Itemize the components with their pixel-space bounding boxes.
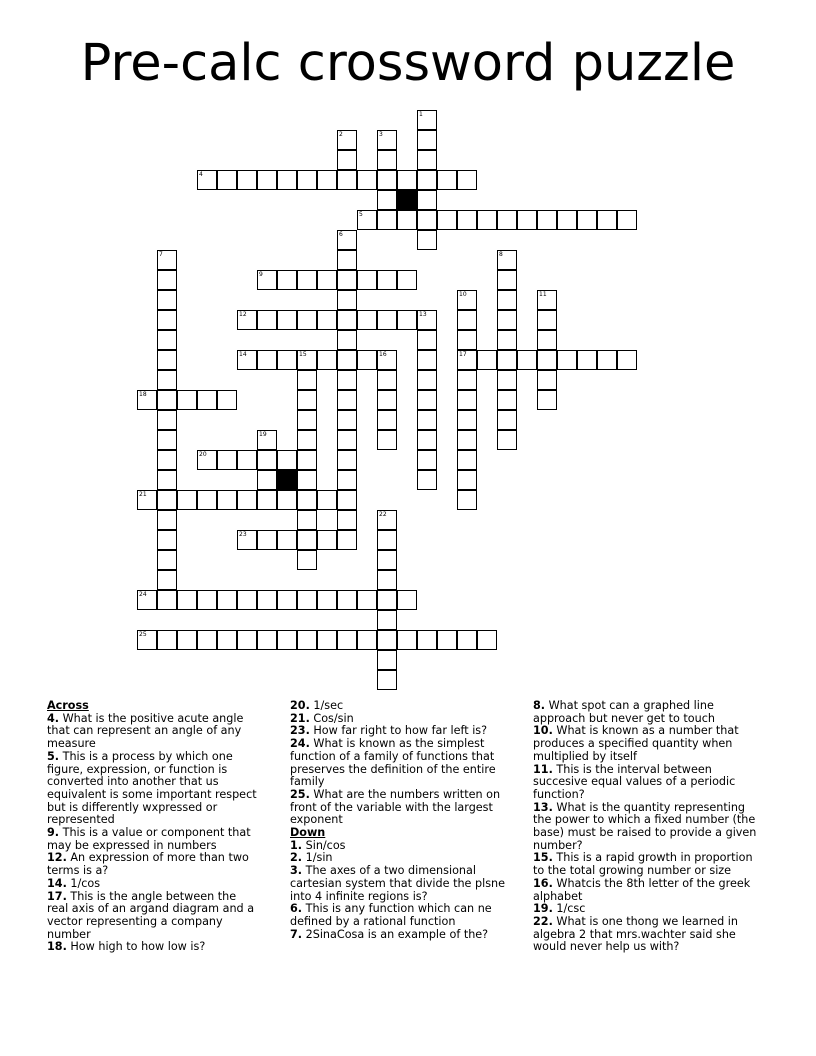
- across-clue: 5. This is a process by which one figure, expression, or function is converted into another that us equivalent is some important respect but is differently wxpressed or represented: [47, 749, 257, 827]
- grid-cell[interactable]: [157, 590, 177, 610]
- grid-cell[interactable]: [157, 450, 177, 470]
- grid-cell[interactable]: [457, 490, 477, 510]
- grid-cell[interactable]: [277, 590, 297, 610]
- grid-cell[interactable]: [337, 470, 357, 490]
- grid-cell[interactable]: [297, 550, 317, 570]
- grid-cell[interactable]: [377, 430, 397, 450]
- clues-column-2: [290, 700, 508, 941]
- grid-cell[interactable]: [297, 410, 317, 430]
- clue-number: 11: [539, 291, 547, 298]
- grid-cell[interactable]: [377, 590, 397, 610]
- down-clue: 16. Whatcis the 8th letter of the greek alphabet: [533, 876, 751, 903]
- grid-cell[interactable]: [237, 630, 257, 650]
- grid-cell[interactable]: [537, 350, 557, 370]
- grid-cell[interactable]: [417, 150, 437, 170]
- clue-number: 1: [419, 111, 423, 118]
- grid-cell[interactable]: [157, 630, 177, 650]
- clue-number: 17: [459, 351, 467, 358]
- grid-cell[interactable]: [337, 410, 357, 430]
- grid-cell[interactable]: [377, 370, 397, 390]
- down-clue: 3. The axes of a two dimensional cartesian system that divide the plsne into 4 infinite regions is?: [290, 864, 505, 903]
- grid-cell[interactable]: [417, 450, 437, 470]
- clue-number: 14: [239, 351, 247, 358]
- grid-cell[interactable]: [497, 290, 517, 310]
- clue-number: 15: [299, 351, 307, 358]
- grid-cell[interactable]: [337, 350, 357, 370]
- grid-cell[interactable]: [397, 590, 417, 610]
- clue-number: 6: [339, 231, 343, 238]
- grid-cell[interactable]: [177, 490, 197, 510]
- grid-cell[interactable]: [297, 170, 317, 190]
- grid-cell[interactable]: [197, 630, 217, 650]
- across-clue: 4. What is the positive acute angle that can represent an angle of any measure: [47, 711, 244, 751]
- grid-cell[interactable]: [297, 370, 317, 390]
- clue-number: 24: [139, 591, 147, 598]
- grid-cell[interactable]: [497, 330, 517, 350]
- down-clue: 11. This is the interval between succesive equal values of a periodic function?: [533, 762, 736, 801]
- down-clue: 22. What is one thong we learned in algebra 2 that mrs.wachter said she would never help us with?: [533, 914, 738, 954]
- grid-cell[interactable]: [437, 630, 457, 650]
- grid-cell[interactable]: [457, 330, 477, 350]
- grid-cell[interactable]: [157, 370, 177, 390]
- grid-cell[interactable]: [417, 410, 437, 430]
- grid-cell[interactable]: [357, 630, 377, 650]
- grid-cell[interactable]: [277, 310, 297, 330]
- clue-number: 4: [199, 171, 203, 178]
- grid-cell[interactable]: [597, 210, 617, 230]
- down-clue: 15. This is a rapid growth in proportion to the total growing number or size: [533, 851, 753, 878]
- page-title: Pre-calc crossword puzzle: [80, 34, 736, 93]
- grid-cell[interactable]: [317, 350, 337, 370]
- grid-cell[interactable]: [377, 270, 397, 290]
- grid-cell[interactable]: [297, 450, 317, 470]
- grid-cell[interactable]: [297, 270, 317, 290]
- grid-cell[interactable]: [277, 630, 297, 650]
- grid-cell[interactable]: [277, 450, 297, 470]
- grid-cell[interactable]: [217, 490, 237, 510]
- grid-cell[interactable]: [497, 210, 517, 230]
- grid-cell[interactable]: [277, 490, 297, 510]
- across-clue: 24. What is known as the simplest function of a family of functions that preserves the definition of the entire family: [290, 737, 496, 789]
- clue-number: 21: [139, 491, 147, 498]
- grid-cell[interactable]: [177, 630, 197, 650]
- down-clue: 8. What spot can a graphed line approach but never get to touch: [533, 699, 715, 725]
- grid-cell[interactable]: [417, 390, 437, 410]
- clue-number: 7: [159, 251, 163, 258]
- grid-cell[interactable]: [417, 330, 437, 350]
- grid-cell[interactable]: [337, 430, 357, 450]
- grid-cell[interactable]: [337, 330, 357, 350]
- grid-cell[interactable]: [157, 310, 177, 330]
- grid-cell[interactable]: [297, 390, 317, 410]
- grid-cell[interactable]: [237, 170, 257, 190]
- grid-cell[interactable]: [237, 490, 257, 510]
- grid-cell[interactable]: [357, 590, 377, 610]
- grid-cell[interactable]: [317, 630, 337, 650]
- clue-number: 23: [239, 531, 247, 538]
- black-cell: [397, 190, 417, 210]
- clue-number: 8: [499, 251, 503, 258]
- grid-cell[interactable]: [257, 590, 277, 610]
- across-clue: 18. How high to how low is?: [47, 940, 206, 954]
- grid-cell[interactable]: [537, 330, 557, 350]
- grid-cell[interactable]: [157, 410, 177, 430]
- grid-cell[interactable]: [217, 630, 237, 650]
- down-clue: 2. 1/sin: [290, 851, 333, 865]
- grid-cell[interactable]: [437, 210, 457, 230]
- grid-cell[interactable]: [457, 470, 477, 490]
- clue-number: 9: [259, 271, 263, 278]
- grid-cell[interactable]: [577, 350, 597, 370]
- grid-cell[interactable]: [237, 450, 257, 470]
- clue-number: 13: [419, 311, 427, 318]
- grid-cell[interactable]: [457, 370, 477, 390]
- grid-cell[interactable]: [277, 270, 297, 290]
- grid-cell[interactable]: [237, 590, 257, 610]
- across-clue: 14. 1/cos: [47, 876, 101, 890]
- grid-cell[interactable]: [597, 350, 617, 370]
- grid-cell[interactable]: [297, 310, 317, 330]
- grid-cell[interactable]: [377, 610, 397, 630]
- clue-number: 10: [459, 291, 467, 298]
- grid-cell[interactable]: [377, 390, 397, 410]
- across-clue: 25. What are the numbers written on front of the variable with the largest exponent: [290, 787, 501, 827]
- grid-cell[interactable]: [257, 310, 277, 330]
- grid-cell[interactable]: [557, 350, 577, 370]
- grid-cell[interactable]: [417, 190, 437, 210]
- grid-cell[interactable]: [157, 290, 177, 310]
- grid-cell[interactable]: [417, 130, 437, 150]
- grid-cell[interactable]: [537, 370, 557, 390]
- grid-cell[interactable]: [497, 410, 517, 430]
- grid-cell[interactable]: [537, 390, 557, 410]
- grid-cell[interactable]: [557, 210, 577, 230]
- grid-cell[interactable]: [337, 510, 357, 530]
- grid-cell[interactable]: [337, 490, 357, 510]
- grid-cell[interactable]: [377, 310, 397, 330]
- grid-cell[interactable]: [497, 430, 517, 450]
- grid-cell[interactable]: [317, 590, 337, 610]
- grid-cell[interactable]: [257, 490, 277, 510]
- grid-cell[interactable]: [297, 530, 317, 550]
- grid-cell[interactable]: [177, 590, 197, 610]
- down-clue: 10. What is known as a number that produces a specified quantity when multiplied by itself: [533, 724, 739, 763]
- grid-cell[interactable]: [377, 190, 397, 210]
- grid-cell[interactable]: [157, 550, 177, 570]
- grid-cell[interactable]: [477, 210, 497, 230]
- grid-cell[interactable]: [197, 490, 217, 510]
- grid-cell[interactable]: [337, 390, 357, 410]
- grid-cell[interactable]: [197, 390, 217, 410]
- grid-cell[interactable]: [397, 310, 417, 330]
- grid-cell[interactable]: [497, 370, 517, 390]
- grid-cell[interactable]: [377, 670, 397, 690]
- clue-number: 12: [239, 311, 247, 318]
- down-clue: 13. What is the quantity representing the power to which a fixed number (the base) must be raised to provide a given number?: [533, 800, 757, 852]
- grid-cell[interactable]: [157, 510, 177, 530]
- across-clue: 20. 1/sec: [290, 699, 344, 712]
- grid-cell[interactable]: [317, 530, 337, 550]
- grid-cell[interactable]: [417, 370, 437, 390]
- grid-cell[interactable]: [517, 210, 537, 230]
- grid-cell[interactable]: [157, 570, 177, 590]
- grid-cell[interactable]: [457, 430, 477, 450]
- clue-number: 3: [379, 131, 383, 138]
- grid-cell[interactable]: [257, 530, 277, 550]
- grid-cell[interactable]: [157, 270, 177, 290]
- grid-cell[interactable]: [317, 170, 337, 190]
- grid-cell[interactable]: [577, 210, 597, 230]
- grid-cell[interactable]: [397, 210, 417, 230]
- grid-cell[interactable]: [497, 350, 517, 370]
- clue-number: 2: [339, 131, 343, 138]
- grid-cell[interactable]: [397, 630, 417, 650]
- grid-cell[interactable]: [497, 270, 517, 290]
- clue-number: 19: [259, 431, 267, 438]
- grid-cell[interactable]: [297, 510, 317, 530]
- grid-cell[interactable]: [537, 210, 557, 230]
- grid-cell[interactable]: [377, 150, 397, 170]
- grid-cell[interactable]: [337, 370, 357, 390]
- clue-number: 20: [199, 451, 207, 458]
- grid-cell[interactable]: [397, 270, 417, 290]
- grid-cell[interactable]: [217, 390, 237, 410]
- grid-cell[interactable]: [217, 450, 237, 470]
- grid-cell[interactable]: [337, 150, 357, 170]
- grid-cell[interactable]: [417, 210, 437, 230]
- grid-cell[interactable]: [257, 470, 277, 490]
- down-clue: 19. 1/csc: [533, 902, 586, 916]
- down-clue: 6. This is any function which can ne defined by a rational function: [290, 902, 492, 928]
- grid-cell[interactable]: [337, 170, 357, 190]
- grid-cell[interactable]: [317, 310, 337, 330]
- grid-cell[interactable]: [157, 470, 177, 490]
- grid-cell[interactable]: [157, 430, 177, 450]
- grid-cell[interactable]: [337, 630, 357, 650]
- grid-cell[interactable]: [217, 170, 237, 190]
- grid-cell[interactable]: [457, 630, 477, 650]
- grid-cell[interactable]: [317, 270, 337, 290]
- grid-cell[interactable]: [457, 170, 477, 190]
- grid-cell[interactable]: [497, 310, 517, 330]
- grid-cell[interactable]: [217, 590, 237, 610]
- grid-cell[interactable]: [497, 390, 517, 410]
- grid-cell[interactable]: [457, 450, 477, 470]
- grid-cell[interactable]: [457, 410, 477, 430]
- clue-number: 22: [379, 511, 387, 518]
- grid-cell[interactable]: [337, 250, 357, 270]
- down-header: Down: [290, 826, 326, 840]
- grid-cell[interactable]: [457, 210, 477, 230]
- grid-cell[interactable]: [417, 630, 437, 650]
- grid-cell[interactable]: [317, 490, 337, 510]
- grid-cell[interactable]: [337, 290, 357, 310]
- clues-column-3: [533, 700, 765, 954]
- grid-cell[interactable]: [177, 390, 197, 410]
- grid-cell[interactable]: [617, 350, 637, 370]
- grid-cell[interactable]: [357, 310, 377, 330]
- grid-cell[interactable]: [337, 450, 357, 470]
- grid-cell[interactable]: [297, 630, 317, 650]
- grid-cell[interactable]: [337, 590, 357, 610]
- grid-cell[interactable]: [377, 210, 397, 230]
- across-header: Across: [47, 699, 89, 712]
- grid-cell[interactable]: [377, 170, 397, 190]
- grid-cell[interactable]: [357, 170, 377, 190]
- grid-cell[interactable]: [157, 390, 177, 410]
- grid-cell[interactable]: [257, 630, 277, 650]
- grid-cell[interactable]: [517, 350, 537, 370]
- clue-number: 16: [379, 351, 387, 358]
- grid-cell[interactable]: [417, 230, 437, 250]
- grid-cell[interactable]: [377, 630, 397, 650]
- grid-cell[interactable]: [157, 330, 177, 350]
- grid-cell[interactable]: [337, 530, 357, 550]
- across-clue: 23. How far right to how far left is?: [290, 724, 488, 738]
- grid-cell[interactable]: [257, 170, 277, 190]
- grid-cell[interactable]: [397, 170, 417, 190]
- grid-cell[interactable]: [477, 350, 497, 370]
- grid-cell[interactable]: [157, 530, 177, 550]
- grid-cell[interactable]: [417, 470, 437, 490]
- across-clue: 21. Cos/sin: [290, 711, 354, 725]
- grid-cell[interactable]: [377, 410, 397, 430]
- grid-cell[interactable]: [197, 590, 217, 610]
- clue-number: 5: [359, 211, 363, 218]
- grid-cell[interactable]: [377, 650, 397, 670]
- grid-cell[interactable]: [377, 550, 397, 570]
- grid-cell[interactable]: [297, 490, 317, 510]
- grid-cell[interactable]: [417, 170, 437, 190]
- grid-cell[interactable]: [457, 310, 477, 330]
- grid-cell[interactable]: [277, 170, 297, 190]
- grid-cell[interactable]: [417, 350, 437, 370]
- grid-cell[interactable]: [337, 310, 357, 330]
- grid-cell[interactable]: [437, 170, 457, 190]
- across-clue: 17. This is the angle between the real axis of an argand diagram and a vector representing a company number: [47, 889, 255, 941]
- black-cell: [277, 470, 297, 490]
- grid-cell[interactable]: [157, 490, 177, 510]
- grid-cell[interactable]: [257, 350, 277, 370]
- clue-number: 18: [139, 391, 147, 398]
- grid-cell[interactable]: [277, 530, 297, 550]
- across-clue: 12. An expression of more than two terms is a?: [47, 851, 249, 878]
- grid-cell[interactable]: [337, 270, 357, 290]
- clues-column-1: [47, 700, 257, 954]
- grid-cell[interactable]: [277, 350, 297, 370]
- grid-cell[interactable]: [617, 210, 637, 230]
- grid-cell[interactable]: [157, 350, 177, 370]
- grid-cell[interactable]: [417, 430, 437, 450]
- grid-cell[interactable]: [377, 530, 397, 550]
- grid-cell[interactable]: [357, 270, 377, 290]
- grid-cell[interactable]: [537, 310, 557, 330]
- grid-cell[interactable]: [257, 450, 277, 470]
- grid-cell[interactable]: [297, 430, 317, 450]
- down-clue: 1. Sin/cos: [290, 838, 346, 852]
- grid-cell[interactable]: [357, 350, 377, 370]
- grid-cell[interactable]: [297, 470, 317, 490]
- down-clue: 7. 2SinaCosa is an example of the?: [290, 927, 489, 941]
- grid-cell[interactable]: [477, 630, 497, 650]
- across-clue: 9. This is a value or component that may be expressed in numbers: [47, 826, 251, 852]
- grid-cell[interactable]: [297, 590, 317, 610]
- clue-number: 25: [139, 631, 147, 638]
- grid-cell[interactable]: [457, 390, 477, 410]
- grid-cell[interactable]: [377, 570, 397, 590]
